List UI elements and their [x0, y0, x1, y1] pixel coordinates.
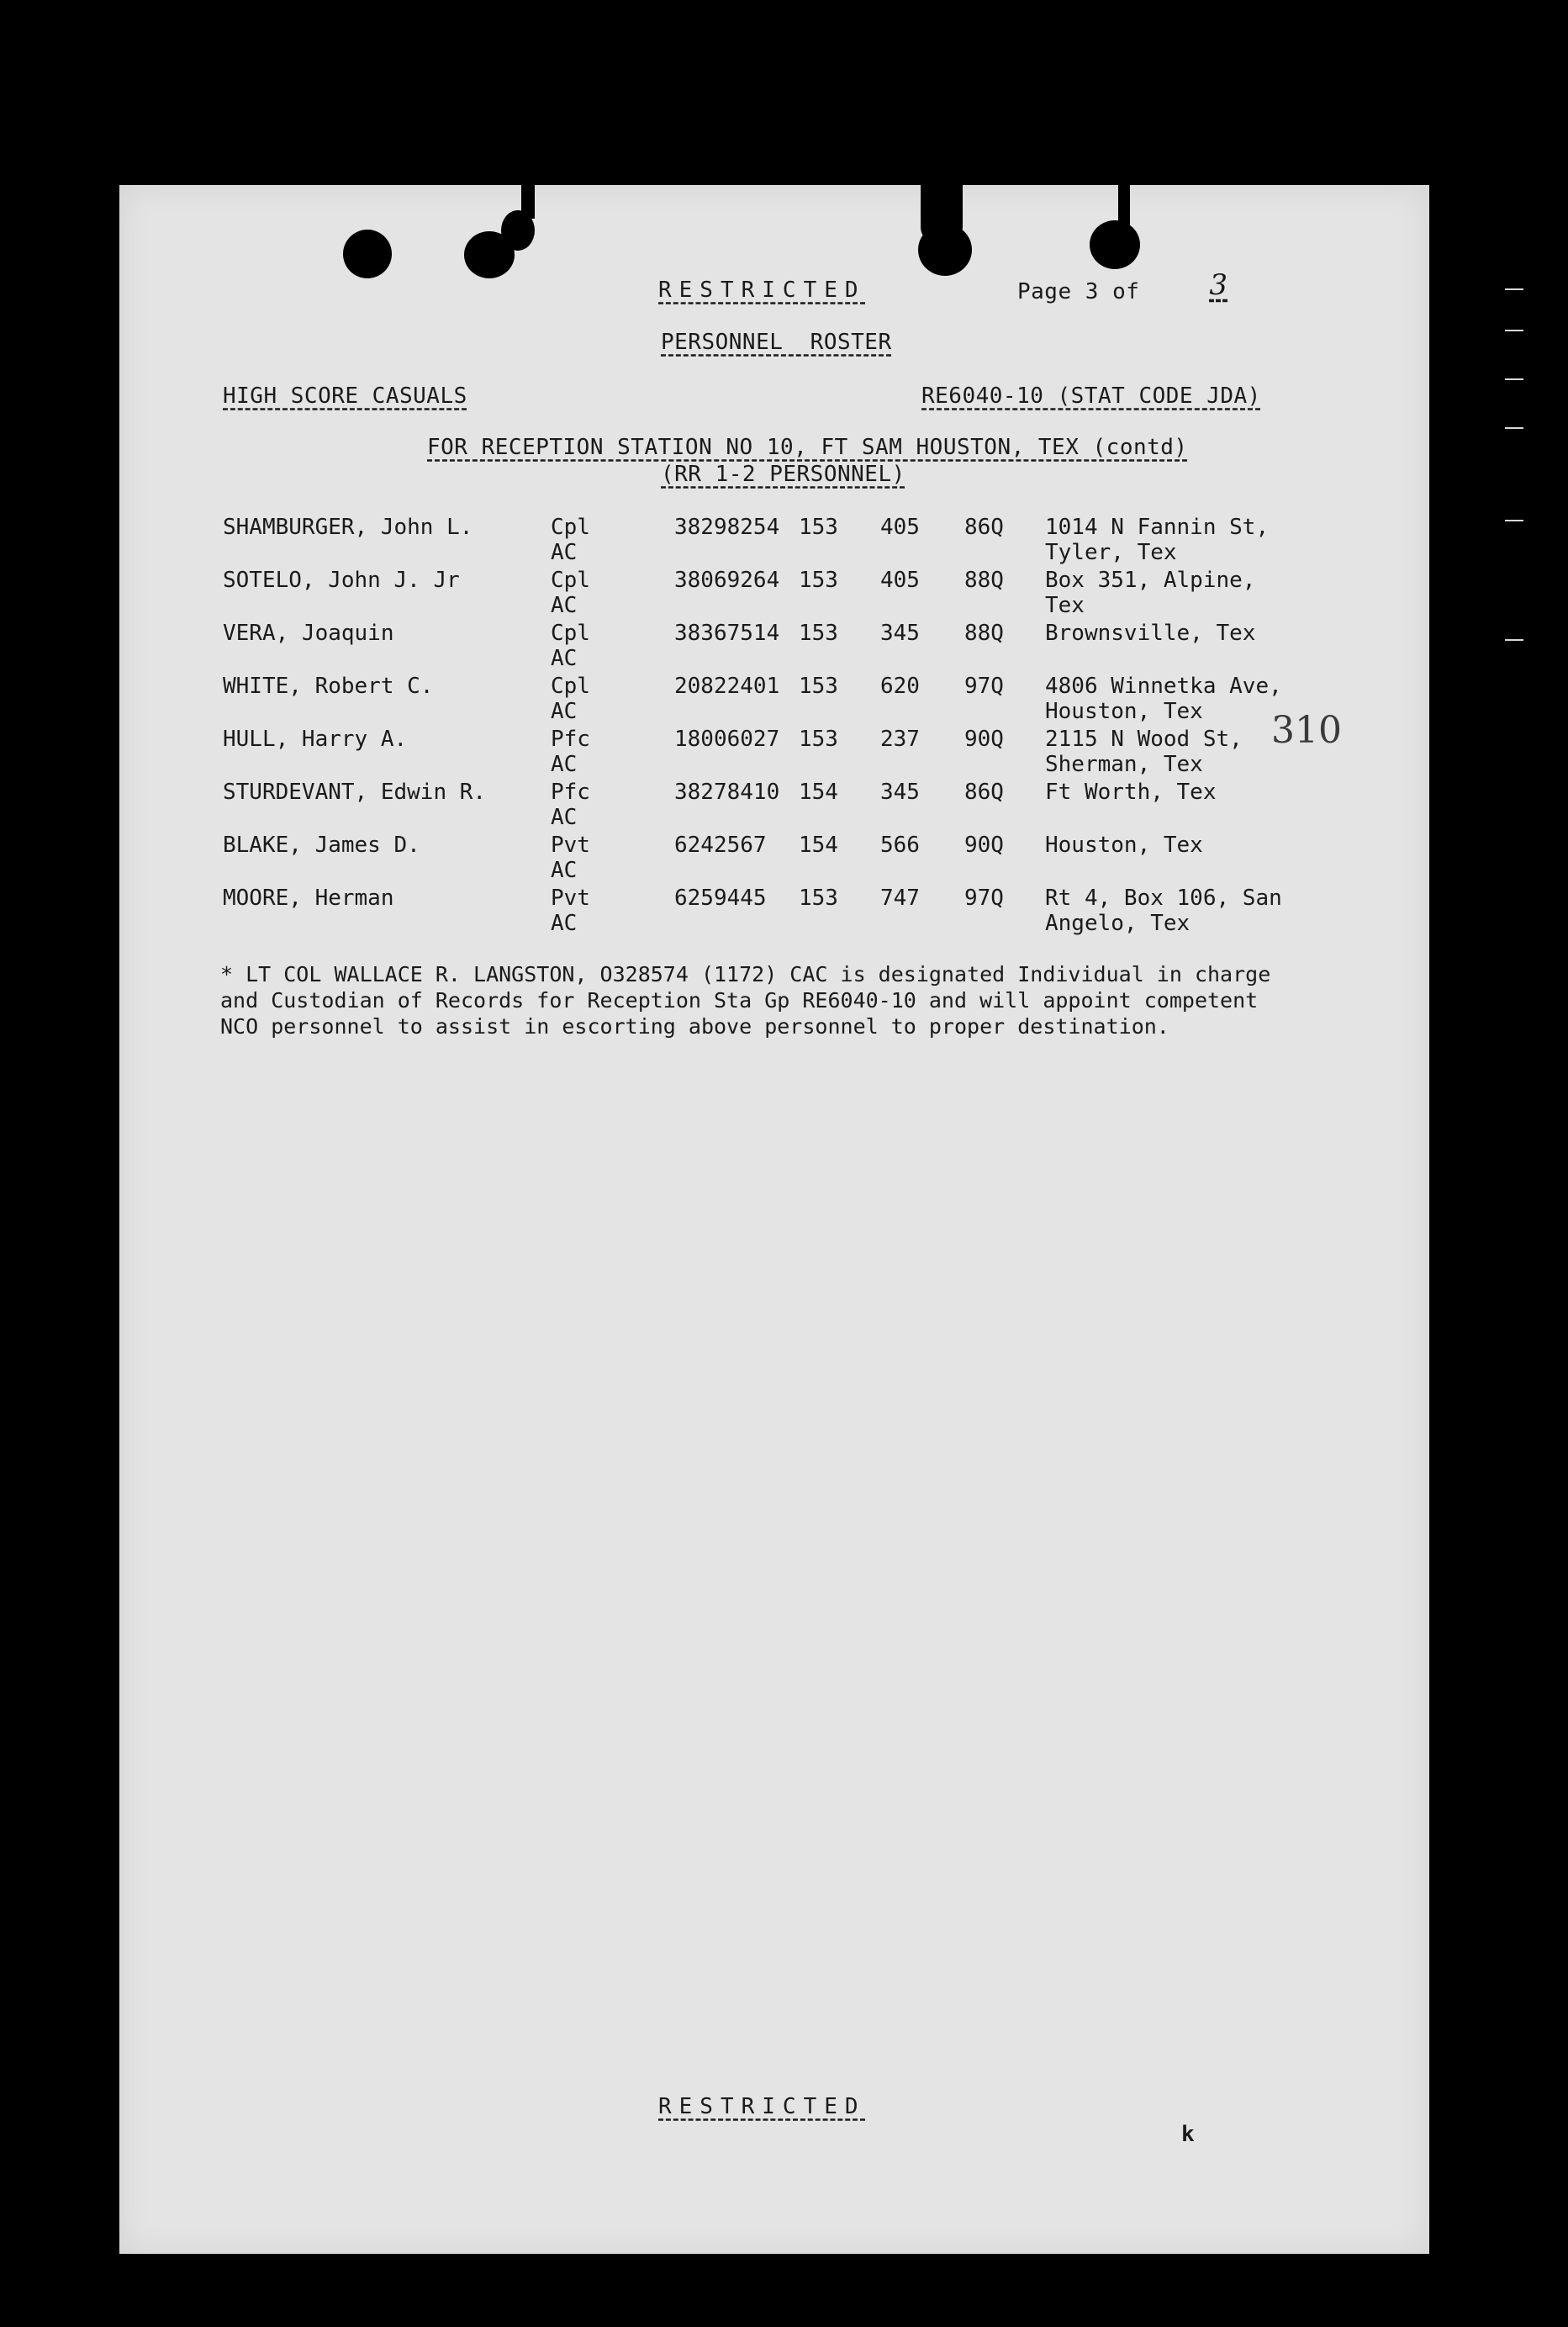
roster-c2: 405	[880, 515, 920, 540]
margin-mark	[1505, 639, 1523, 641]
paper-tear	[921, 168, 963, 244]
footnote-line: * LT COL WALLACE R. LANGSTON, O328574 (1172) CAC is designated Individual in charge	[220, 962, 1271, 986]
roster-name: SOTELO, John J. Jr	[223, 568, 460, 593]
roster-addr2: Tyler, Tex	[1045, 540, 1177, 565]
roster-c2: 345	[880, 621, 920, 646]
roster-c1: 154	[799, 780, 838, 805]
roster-branch: AC	[551, 805, 578, 830]
corner-mark: k	[1181, 2122, 1196, 2147]
roster-c3: 97Q	[964, 886, 1004, 911]
roster-name: VERA, Joaquin	[223, 621, 394, 646]
roster-serial: 38298254	[674, 515, 780, 540]
roster-addr1: Ft Worth, Tex	[1045, 780, 1217, 805]
roster-c3: 86Q	[964, 515, 1004, 540]
roster-rank: Cpl	[551, 674, 590, 699]
roster-branch: AC	[551, 911, 578, 936]
roster-serial: 20822401	[674, 674, 780, 699]
paper-tear	[1118, 168, 1130, 227]
page-total: 3	[1209, 268, 1228, 302]
roster-c3: 90Q	[964, 727, 1004, 752]
roster-rank: Pvt	[551, 833, 590, 858]
margin-mark	[1505, 427, 1523, 429]
roster-name: BLAKE, James D.	[223, 833, 420, 858]
classification-top: RESTRICTED	[658, 278, 866, 303]
roster-c2: 237	[880, 727, 920, 752]
roster-branch: AC	[551, 593, 578, 618]
roster-c3: 90Q	[964, 833, 1004, 858]
document-page	[119, 185, 1429, 2254]
roster-addr2: Angelo, Tex	[1045, 911, 1191, 936]
roster-c2: 620	[880, 674, 920, 699]
roster-serial: 6259445	[674, 886, 767, 911]
roster-rank: Cpl	[551, 621, 590, 646]
roster-branch: AC	[551, 646, 578, 671]
roster-addr2: Sherman, Tex	[1045, 752, 1203, 777]
roster-c1: 153	[799, 515, 838, 540]
roster-addr1: 4806 Winnetka Ave,	[1045, 674, 1282, 699]
roster-c1: 153	[799, 886, 838, 911]
roster-name: STURDEVANT, Edwin R.	[223, 780, 487, 805]
roster-serial: 18006027	[674, 727, 780, 752]
roster-name: MOORE, Herman	[223, 886, 394, 911]
roster-c2: 747	[880, 886, 920, 911]
roster-branch: AC	[551, 540, 578, 565]
roster-addr1: Rt 4, Box 106, San	[1045, 886, 1282, 911]
roster-rank: Cpl	[551, 515, 590, 540]
footnote-line: NCO personnel to assist in escorting above personnel to proper destination.	[220, 1014, 1169, 1039]
sub-line: (RR 1-2 PERSONNEL)	[661, 462, 905, 487]
roster-c1: 153	[799, 674, 838, 699]
roster-c2: 405	[880, 568, 920, 593]
roster-name: SHAMBURGER, John L.	[223, 515, 473, 540]
station-line: FOR RECEPTION STATION NO 10, FT SAM HOUSTON, TEX (contd)	[427, 435, 1188, 460]
roster-addr2: Houston, Tex	[1045, 699, 1203, 724]
stamp-number: 310	[1271, 709, 1342, 752]
roster-addr1: Brownsville, Tex	[1045, 621, 1256, 646]
roster-addr1: Houston, Tex	[1045, 833, 1203, 858]
roster-c3: 86Q	[964, 780, 1004, 805]
margin-mark	[1505, 520, 1523, 521]
unit-left: HIGH SCORE CASUALS	[223, 383, 467, 409]
punch-hole	[1090, 220, 1140, 269]
margin-mark	[1505, 378, 1523, 380]
margin-mark	[1505, 330, 1523, 331]
roster-rank: Cpl	[551, 568, 590, 593]
roster-branch: AC	[551, 699, 578, 724]
footnote	[220, 961, 1364, 1039]
roster-rank: Pvt	[551, 886, 590, 911]
roster-c1: 153	[799, 621, 838, 646]
roster-addr1: Box 351, Alpine,	[1045, 568, 1256, 593]
roster-c1: 153	[799, 568, 838, 593]
margin-mark	[1505, 288, 1523, 290]
roster-name: WHITE, Robert C.	[223, 674, 434, 699]
roster-c1: 153	[799, 727, 838, 752]
roster-serial: 38278410	[674, 780, 780, 805]
roster-name: HULL, Harry A.	[223, 727, 408, 752]
roster-serial: 38367514	[674, 621, 780, 646]
roster-c2: 566	[880, 833, 920, 858]
roster-c1: 154	[799, 833, 838, 858]
roster-serial: 38069264	[674, 568, 780, 593]
roster-c3: 88Q	[964, 568, 1004, 593]
page-label: Page 3 of	[1017, 279, 1140, 304]
page-title: PERSONNEL ROSTER	[661, 330, 892, 355]
roster-c3: 97Q	[964, 674, 1004, 699]
unit-right: RE6040-10 (STAT CODE JDA)	[921, 383, 1261, 409]
footnote-line: and Custodian of Records for Reception Sta Gp RE6040-10 and will appoint competent	[220, 988, 1259, 1013]
roster-c3: 88Q	[964, 621, 1004, 646]
roster-addr1: 1014 N Fannin St,	[1045, 515, 1270, 540]
roster-branch: AC	[551, 752, 578, 777]
paper-tear	[521, 168, 535, 219]
roster-addr1: 2115 N Wood St,	[1045, 727, 1243, 752]
roster-serial: 6242567	[674, 833, 767, 858]
punch-hole	[343, 230, 392, 278]
classification-bottom: RESTRICTED	[658, 2094, 866, 2119]
roster-c2: 345	[880, 780, 920, 805]
roster-rank: Pfc	[551, 727, 590, 752]
roster-branch: AC	[551, 858, 578, 883]
roster-rank: Pfc	[551, 780, 590, 805]
roster-addr2: Tex	[1045, 593, 1085, 618]
